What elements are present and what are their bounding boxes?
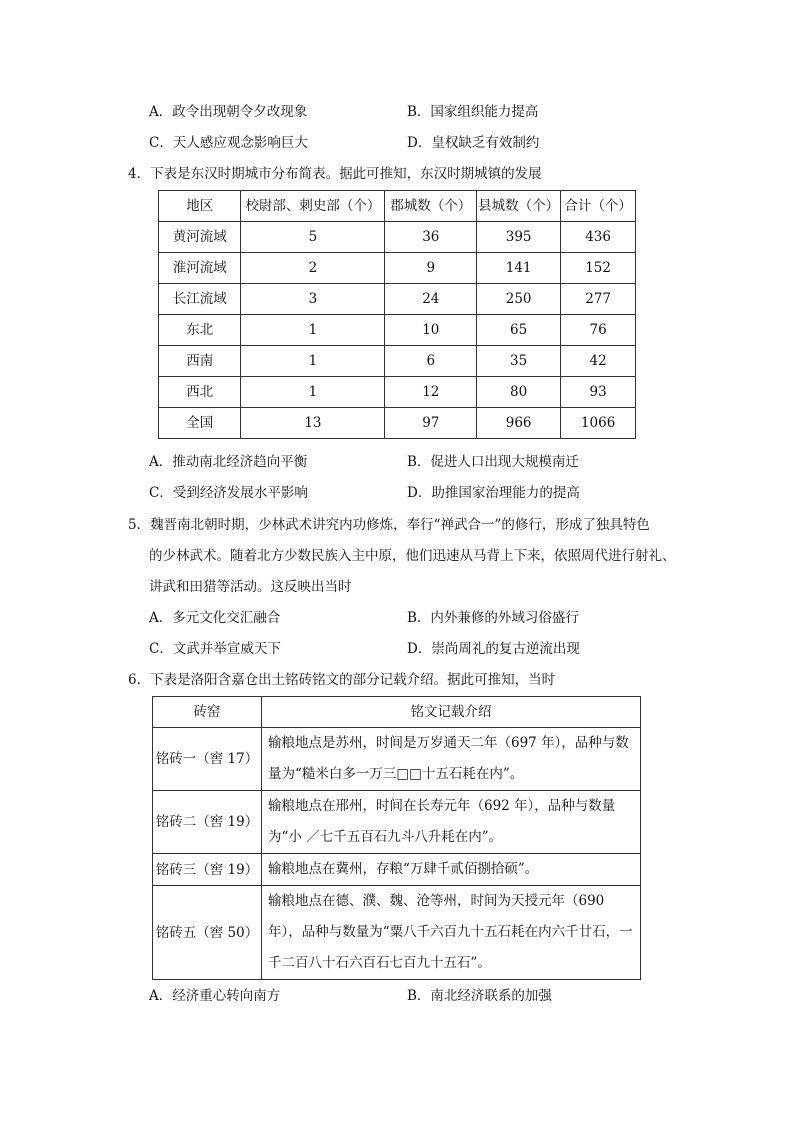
table-cell: 12 [385, 377, 477, 408]
q6-option-b: B．南北经济联系的加强 [407, 988, 552, 1004]
q5-option-c: C．文武并举宣威天下 [149, 641, 281, 657]
q5-stem-line-1: 5．魏晋南北朝时期，少林武术讲究内功修炼，奉行“禅武合一”的修行，形成了独具特色 [128, 517, 650, 533]
table-cell: 966 [477, 408, 561, 439]
table-cell: 76 [561, 315, 636, 346]
table-row [159, 315, 636, 346]
table-cell: 1 [241, 377, 385, 408]
q5-stem-line-3: 讲武和田猎等活动。这反映出当时 [149, 579, 352, 595]
table-header-cell: 县城数（个） [477, 191, 561, 222]
table-cell: 3 [241, 284, 385, 315]
inscription-cell: 输粮地点在冀州，存粮“万肆千贰佰捌拾硕”。 [262, 854, 641, 886]
inscription-cell: 输粮地点在邢州，时间在长寿元年（692 年），品种与数量为“小 ／七千五百石九斗八升耗在内”。 [262, 791, 641, 854]
table-row [159, 346, 636, 377]
q3-option-c: C．天人感应观念影响巨大 [149, 135, 308, 151]
table-cell: 9 [385, 253, 477, 284]
table-cell: 277 [561, 284, 636, 315]
table-cell: 13 [241, 408, 385, 439]
table-cell: 436 [561, 222, 636, 253]
q4-city-table [158, 190, 636, 439]
table-cell: 5 [241, 222, 385, 253]
table-row [159, 284, 636, 315]
table-header-row [153, 697, 641, 728]
table-cell: 东北 [159, 315, 241, 346]
table-cell: 141 [477, 253, 561, 284]
table-cell: 2 [241, 253, 385, 284]
table-cell: 250 [477, 284, 561, 315]
table-cell: 395 [477, 222, 561, 253]
table-header-cell: 砖窑 [153, 697, 262, 728]
inscription-cell: 输粮地点是苏州，时间是万岁通天二年（697 年），品种与数量为“糙米白多一万三□□十五石耗在内”。 [262, 728, 641, 791]
q5-option-b: B．内外兼修的外域习俗盛行 [407, 610, 579, 626]
table-row [159, 253, 636, 284]
table-cell: 1 [241, 346, 385, 377]
table-row [153, 886, 641, 980]
q4-option-a: A．推动南北经济趋向平衡 [149, 454, 308, 470]
table-cell: 长江流域 [159, 284, 241, 315]
brick-label-cell: 铭砖三（窖 19） [153, 854, 262, 886]
table-row [153, 791, 641, 854]
table-row [159, 377, 636, 408]
table-cell: 35 [477, 346, 561, 377]
table-cell: 97 [385, 408, 477, 439]
q3-option-a: A．政令出现朝令夕改现象 [149, 104, 308, 120]
table-cell: 65 [477, 315, 561, 346]
table-cell: 93 [561, 377, 636, 408]
table-cell: 152 [561, 253, 636, 284]
brick-label-cell: 铭砖二（窖 19） [153, 791, 262, 854]
inscription-cell: 输粮地点在德、濮、魏、沧等州，时间为天授元年（690 年），品种与数量为“粟八千六百九十五石耗在内六千廿石，一千二百八十石六百石七百九十五石”。 [262, 886, 641, 980]
table-header-row [159, 191, 636, 222]
q5-stem-line-2: 的少林武术。随着北方少数民族入主中原，他们迅速从马背上下来，依照周代进行射礼、 [149, 548, 676, 564]
table-header-cell: 地区 [159, 191, 241, 222]
table-row [153, 854, 641, 886]
table-cell: 36 [385, 222, 477, 253]
q3-option-d: D．皇权缺乏有效制约 [407, 135, 540, 151]
table-header-cell: 郡城数（个） [385, 191, 477, 222]
q6-inscription-table [152, 696, 641, 980]
table-header-cell: 铭文记载介绍 [262, 697, 641, 728]
q6-stem: 6．下表是洛阳含嘉仓出土铭砖铭文的部分记载介绍。据此可推知，当时 [128, 672, 556, 688]
q3-option-b: B．国家组织能力提高 [407, 104, 539, 120]
table-cell: 80 [477, 377, 561, 408]
q5-option-a: A．多元文化交汇融合 [149, 610, 281, 626]
q6-option-a: A．经济重心转向南方 [149, 988, 281, 1004]
q4-stem: 4．下表是东汉时期城市分布简表。据此可推知，东汉时期城镇的发展 [128, 166, 542, 182]
brick-label-cell: 铭砖五（窖 50） [153, 886, 262, 980]
table-row [159, 408, 636, 439]
table-cell: 10 [385, 315, 477, 346]
table-cell: 淮河流域 [159, 253, 241, 284]
table-header-cell: 校尉部、刺史部（个） [241, 191, 385, 222]
table-cell: 黄河流域 [159, 222, 241, 253]
q5-option-d: D．崇尚周礼的复古逆流出现 [407, 641, 580, 657]
table-cell: 全国 [159, 408, 241, 439]
table-row [153, 728, 641, 791]
table-cell: 1066 [561, 408, 636, 439]
table-cell: 西北 [159, 377, 241, 408]
q4-option-c: C．受到经济发展水平影响 [149, 485, 308, 501]
table-cell: 西南 [159, 346, 241, 377]
table-cell: 6 [385, 346, 477, 377]
q4-option-b: B．促进人口出现大规模南迁 [407, 454, 579, 470]
brick-label-cell: 铭砖一（窖 17） [153, 728, 262, 791]
table-header-cell: 合计（个） [561, 191, 636, 222]
table-cell: 1 [241, 315, 385, 346]
table-row [159, 222, 636, 253]
q4-option-d: D．助推国家治理能力的提高 [407, 485, 580, 501]
table-cell: 24 [385, 284, 477, 315]
table-cell: 42 [561, 346, 636, 377]
